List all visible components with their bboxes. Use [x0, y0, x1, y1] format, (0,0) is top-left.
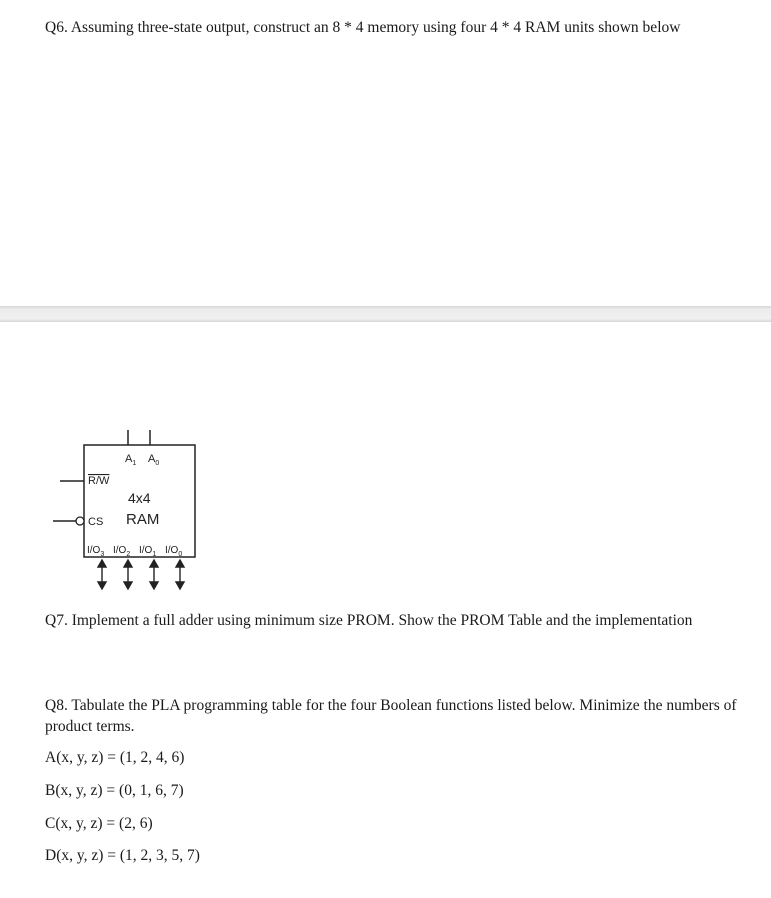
cs-label: CS — [88, 516, 104, 528]
question-8: Q8. Tabulate the PLA programming table for the four Boolean functions listed below. Minimize the numbers of product terms. — [45, 697, 737, 735]
a1-label: $A_1$ — [125, 453, 137, 467]
io1-label: $I/O_1$ — [139, 545, 157, 558]
question-6: Q6. Assuming three-state output, construct an 8 * 4 memory using four 4 * 4 RAM units shown below — [45, 19, 681, 36]
function-a: A(x, y, z) = (1, 2, 4, 6) — [45, 749, 185, 766]
io1-bidirectional-arrow — [150, 560, 158, 589]
io3-label: $I/O_3$ — [87, 545, 105, 558]
function-b: B(x, y, z) = (0, 1, 6, 7) — [45, 782, 184, 799]
ram-size-label: 4x4 — [128, 490, 151, 506]
io2-bidirectional-arrow — [124, 560, 132, 589]
io2-label: $I/O_2$ — [113, 545, 131, 558]
io0-bidirectional-arrow — [176, 560, 184, 589]
rw-label: R/W — [88, 475, 110, 487]
question-7: Q7. Implement a full adder using minimum size PROM. Show the PROM Table and the implementation — [45, 612, 693, 629]
page-divider — [0, 306, 771, 322]
function-d: D(x, y, z) = (1, 2, 3, 5, 7) — [45, 847, 200, 864]
ram-4x4-diagram — [50, 425, 210, 595]
ram-type-label: RAM — [126, 511, 160, 528]
io0-label: $I/O_0$ — [165, 545, 183, 558]
io3-bidirectional-arrow — [98, 560, 106, 589]
function-c: C(x, y, z) = (2, 6) — [45, 815, 153, 832]
cs-inverter-bubble — [76, 517, 84, 525]
a0-label: $A_0$ — [148, 453, 160, 467]
